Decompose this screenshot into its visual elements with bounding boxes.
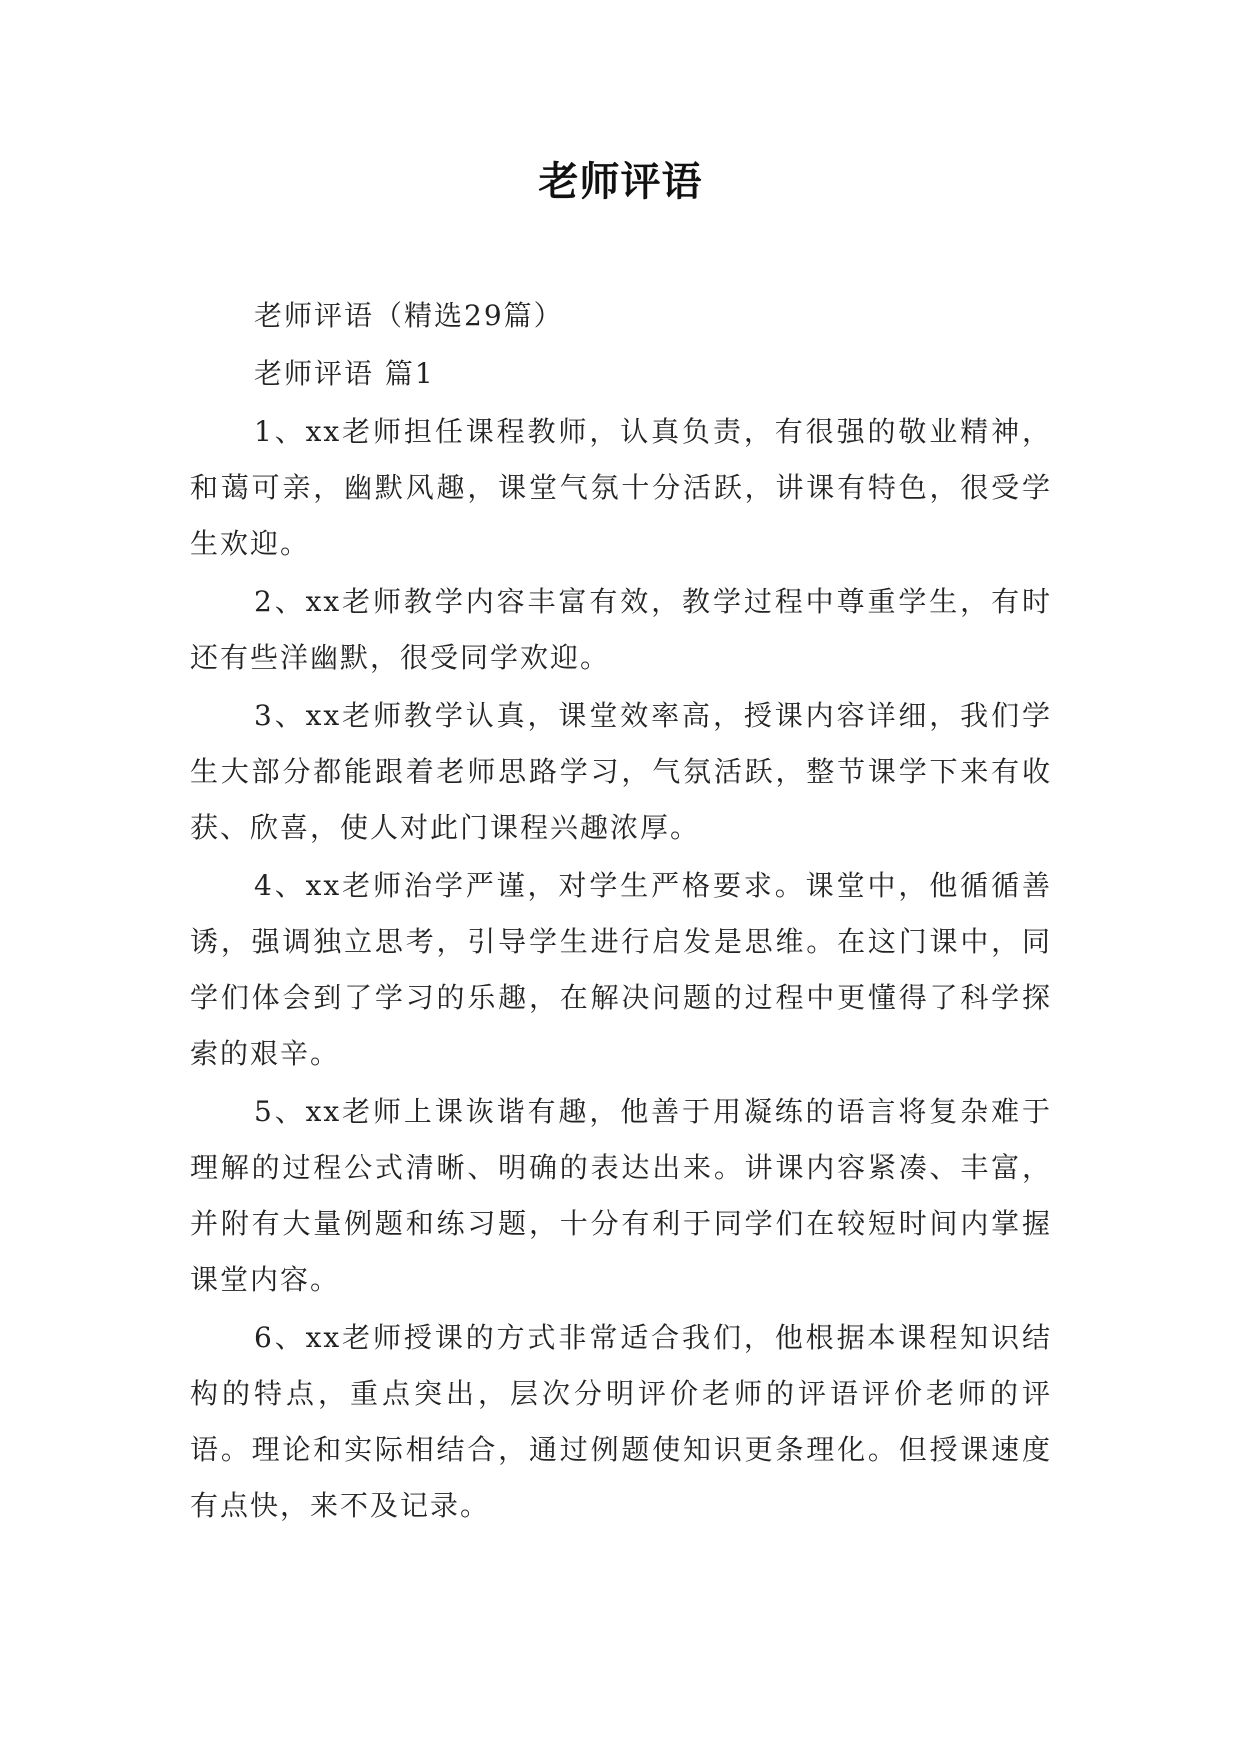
paragraph-4: 4、xx老师治学严谨，对学生严格要求。课堂中，他循循善诱，强调独立思考，引导学生进行启发是思维。在这门课中，同学们体会到了学习的乐趣，在解决问题的过程中更懂得了科学探索的艰辛。 bbox=[190, 869, 1052, 1070]
paragraph-5: 5、xx老师上课诙谐有趣，他善于用凝练的语言将复杂难于理解的过程公式清晰、明确的表达出来。讲课内容紧凑、丰富，并附有大量例题和练习题，十分有利于同学们在较短时间内掌握课堂内容。 bbox=[190, 1095, 1052, 1296]
document-body bbox=[190, 288, 1052, 1536]
section-heading: 老师评语 篇1 bbox=[254, 357, 435, 390]
paragraph-2: 2、xx老师教学内容丰富有效，教学过程中尊重学生，有时还有些洋幽默，很受同学欢迎。 bbox=[190, 585, 1052, 674]
document-title: 老师评语 bbox=[538, 159, 703, 205]
paragraph-1: 1、xx老师担任课程教师，认真负责，有很强的敬业精神，和蔼可亲，幽默风趣，课堂气氛十分活跃，讲课有特色，很受学生欢迎。 bbox=[190, 415, 1052, 560]
paragraph-6: 6、xx老师授课的方式非常适合我们，他根据本课程知识结构的特点，重点突出，层次分明评价老师的评语评价老师的评语。理论和实际相结合，通过例题使知识更条理化。但授课速度有点快，来不及记录。 bbox=[190, 1321, 1052, 1522]
document-subtitle: 老师评语（精选29篇） bbox=[254, 299, 564, 332]
paragraph-3: 3、xx老师教学认真，课堂效率高，授课内容详细，我们学生大部分都能跟着老师思路学习，气氛活跃，整节课学下来有收获、欣喜，使人对此门课程兴趣浓厚。 bbox=[190, 699, 1052, 844]
